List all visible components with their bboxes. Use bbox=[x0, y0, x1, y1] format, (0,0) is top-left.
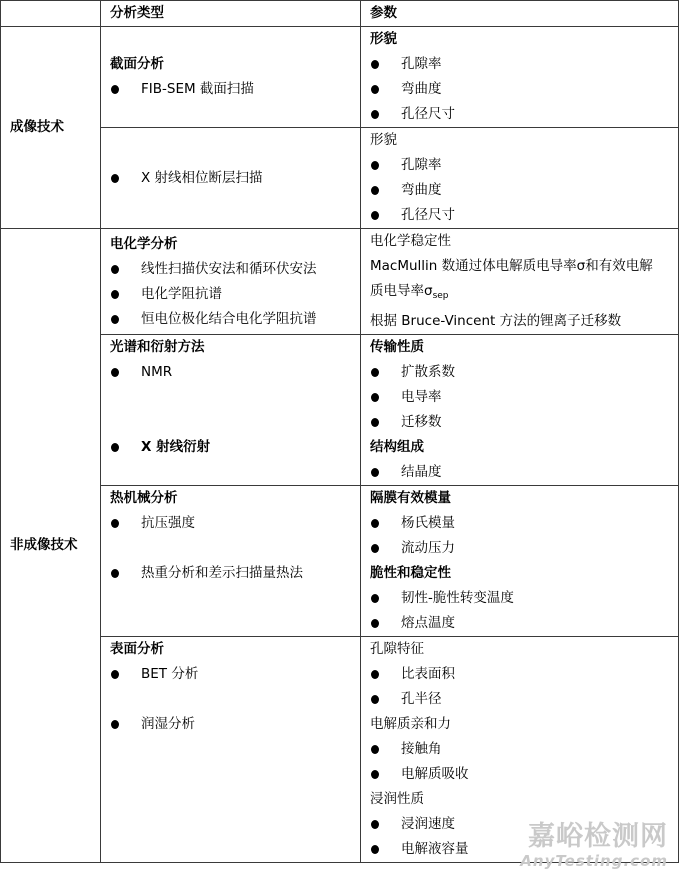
bullet-icon bbox=[111, 315, 119, 324]
bullet-icon bbox=[111, 569, 119, 578]
parameters-cell bbox=[361, 486, 679, 637]
list-item: 线性扫描伏安法和循环伏安法 bbox=[110, 257, 360, 282]
header-category bbox=[1, 1, 101, 27]
bullet-icon bbox=[111, 265, 119, 274]
parameters-cell bbox=[361, 335, 679, 486]
list-item: FIB-SEM 截面扫描 bbox=[110, 77, 360, 102]
bullet-icon bbox=[371, 670, 379, 679]
list-item: 抗压强度 bbox=[110, 511, 360, 536]
list-item: 比表面积 bbox=[370, 662, 678, 687]
analysis-type-cell bbox=[101, 229, 361, 335]
param-title: 隔膜有效模量 bbox=[370, 490, 451, 506]
parameters-cell bbox=[361, 229, 679, 335]
list-item: 润湿分析 bbox=[110, 712, 360, 737]
param-line: 电化学稳定性 bbox=[370, 233, 451, 249]
bullet-icon bbox=[371, 820, 379, 829]
bullet-icon bbox=[371, 211, 379, 220]
list-item: 孔隙率 bbox=[370, 52, 678, 77]
list-item: 电解液容量 bbox=[370, 837, 678, 862]
param-title: 形貌 bbox=[370, 132, 397, 148]
param-title: 浸润性质 bbox=[370, 791, 424, 807]
list-item: 接触角 bbox=[370, 737, 678, 762]
list-item: BET 分析 bbox=[110, 662, 360, 687]
param-title: 结构组成 bbox=[370, 439, 424, 455]
param-title: 电解质亲和力 bbox=[370, 716, 451, 732]
list-item: 电解质吸收 bbox=[370, 762, 678, 787]
list-item: 扩散系数 bbox=[370, 360, 678, 385]
analysis-type-cell bbox=[101, 27, 361, 128]
table-row bbox=[1, 486, 679, 637]
category-non-imaging: 非成像技术 bbox=[1, 229, 101, 863]
param-title: 孔隙特征 bbox=[370, 641, 424, 657]
bullet-icon bbox=[371, 544, 379, 553]
analysis-type-cell bbox=[101, 637, 361, 863]
list-item: 孔径尺寸 bbox=[370, 203, 678, 228]
type-title: 电化学分析 bbox=[110, 235, 178, 252]
param-line: 根据 Bruce-Vincent 方法的锂离子迁移数 bbox=[370, 313, 622, 329]
table-row bbox=[1, 27, 679, 128]
analysis-type-cell bbox=[101, 486, 361, 637]
bullet-icon bbox=[371, 519, 379, 528]
bullet-icon bbox=[371, 770, 379, 779]
bullet-icon bbox=[111, 290, 119, 299]
bullet-icon bbox=[371, 161, 379, 170]
type-title: 截面分析 bbox=[110, 56, 164, 72]
list-item: 流动压力 bbox=[370, 536, 678, 561]
bullet-icon bbox=[371, 745, 379, 754]
list-item: 浸润速度 bbox=[370, 812, 678, 837]
param-line: MacMullin 数通过体电解质电导率σ和有效电解 bbox=[370, 258, 653, 274]
list-item: 杨氏模量 bbox=[370, 511, 678, 536]
list-item: 弯曲度 bbox=[370, 77, 678, 102]
bullet-icon bbox=[371, 368, 379, 377]
param-title: 脆性和稳定性 bbox=[370, 565, 451, 581]
bullet-icon bbox=[371, 468, 379, 477]
header-parameters: 参数 bbox=[361, 1, 679, 27]
list-item: NMR bbox=[110, 360, 360, 385]
list-item: X 射线相位断层扫描 bbox=[110, 166, 360, 191]
list-item: 结晶度 bbox=[370, 460, 678, 485]
list-item: 熔点温度 bbox=[370, 611, 678, 636]
list-item: X 射线衍射 bbox=[110, 435, 360, 460]
category-imaging: 成像技术 bbox=[1, 27, 101, 229]
analysis-type-cell bbox=[101, 128, 361, 229]
list-item: 电化学阻抗谱 bbox=[110, 282, 360, 307]
bullet-icon bbox=[111, 720, 119, 729]
list-item: 恒电位极化结合电化学阻抗谱 bbox=[110, 307, 360, 332]
watermark-cn: 嘉峪检测网 bbox=[528, 821, 668, 852]
list-item: 热重分析和差示扫描量热法 bbox=[110, 561, 360, 586]
header-analysis-type: 分析类型 bbox=[101, 1, 361, 27]
bullet-icon bbox=[371, 85, 379, 94]
bullet-icon bbox=[111, 443, 119, 452]
watermark-en: AnyTesting.com bbox=[520, 852, 668, 870]
parameters-cell bbox=[361, 637, 679, 863]
table-row bbox=[1, 637, 679, 863]
table-row bbox=[1, 335, 679, 486]
list-item: 电导率 bbox=[370, 385, 678, 410]
bullet-icon bbox=[371, 845, 379, 854]
bullet-icon bbox=[371, 110, 379, 119]
bullet-icon bbox=[371, 60, 379, 69]
list-item: 孔径尺寸 bbox=[370, 102, 678, 127]
table-row bbox=[1, 229, 679, 335]
param-title: 形貌 bbox=[370, 31, 397, 47]
list-item: 韧性-脆性转变温度 bbox=[370, 586, 678, 611]
list-item: 孔半径 bbox=[370, 687, 678, 712]
bullet-icon bbox=[371, 695, 379, 704]
bullet-icon bbox=[371, 619, 379, 628]
parameters-cell bbox=[361, 128, 679, 229]
param-title: 传输性质 bbox=[370, 339, 424, 355]
table-row bbox=[1, 128, 679, 229]
bullet-icon bbox=[111, 368, 119, 377]
bullet-icon bbox=[371, 418, 379, 427]
type-title: 表面分析 bbox=[110, 641, 164, 657]
param-line: 质电导率$\sigma_{sep}$ bbox=[370, 283, 449, 301]
type-title: 热机械分析 bbox=[110, 490, 178, 506]
bullet-icon bbox=[111, 519, 119, 528]
type-title: 光谱和衍射方法 bbox=[110, 339, 205, 355]
bullet-icon bbox=[111, 670, 119, 679]
list-item: 孔隙率 bbox=[370, 153, 678, 178]
list-item: 迁移数 bbox=[370, 410, 678, 435]
analysis-type-cell bbox=[101, 335, 361, 486]
bullet-icon bbox=[111, 85, 119, 94]
bullet-icon bbox=[111, 174, 119, 183]
bullet-icon bbox=[371, 186, 379, 195]
bullet-icon bbox=[371, 594, 379, 603]
list-item: 弯曲度 bbox=[370, 178, 678, 203]
header-row bbox=[1, 1, 679, 27]
parameters-cell bbox=[361, 27, 679, 128]
bullet-icon bbox=[371, 393, 379, 402]
